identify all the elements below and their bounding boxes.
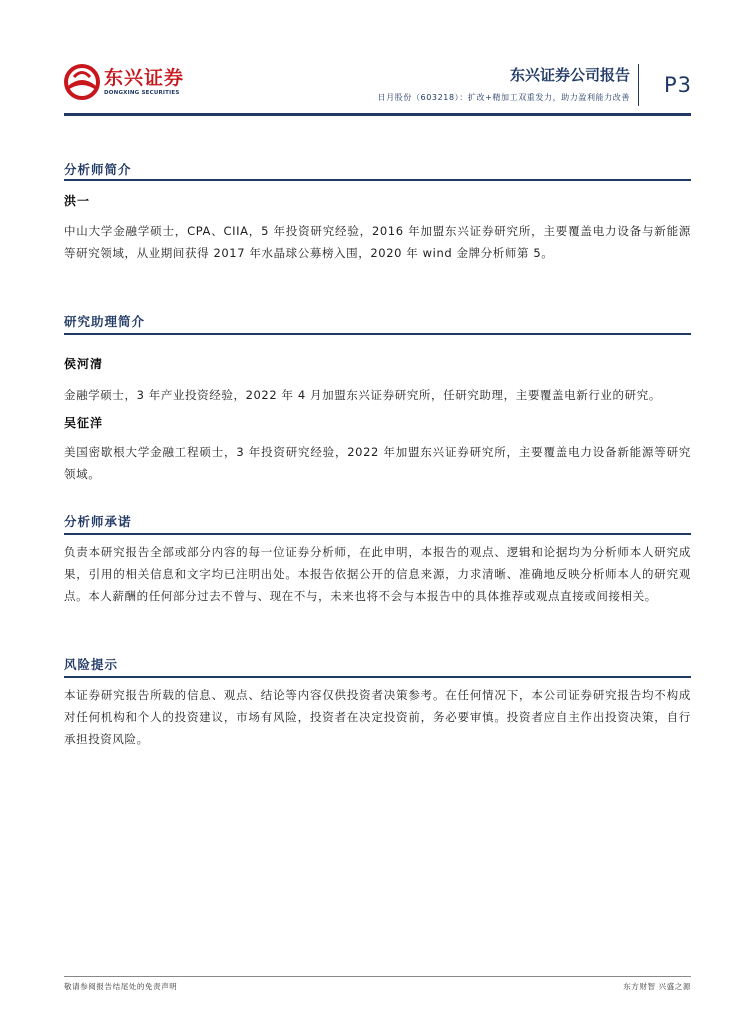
footer-slogan: 东方财智 兴盛之源 (623, 982, 691, 991)
assistant-name-2: 吴征洋 (64, 416, 104, 430)
logo-chinese-text: 东兴证券 (104, 67, 185, 89)
section-rule (64, 333, 691, 335)
section-rule (64, 179, 691, 181)
assistant-bio-2: 美国密歇根大学金融工程硕士，3 年投资研究经验，2022 年加盟东兴证券研究所，主要覆盖电力设备新能源等研究领域。 (64, 445, 691, 481)
company-logo (64, 64, 184, 100)
assistant-name-1: 侯河清 (64, 357, 104, 371)
section-rule (64, 533, 691, 535)
report-title: 东兴证券公司报告 (509, 66, 630, 84)
page-number: P3 (664, 73, 693, 97)
footer-rule (64, 976, 691, 977)
section-title-commitment: 分析师承诺 (64, 514, 132, 529)
section-title-analyst: 分析师简介 (64, 162, 132, 177)
assistant-bio-1: 金融学硕士，3 年产业投资经验，2022 年 4 月加盟东兴证券研究所，任研究助理，主要覆盖电新行业的研究。 (64, 388, 661, 402)
section-rule (64, 676, 691, 678)
commitment-text: 负责本研究报告全部或部分内容的每一位证券分析师，在此申明，本报告的观点、逻辑和论据均为分析师本人研究成果，引用的相关信息和文字均已注明出处。本报告依据公开的信息来源，力求清晰、准确地反映分析师本人的研究观点。本人薪酬的任何部分过去不曾与、现在不与，未来也将不会与本报告中的具体推荐或观点直接或间接相关。 (64, 545, 691, 603)
footer-disclaimer-note: 敬请参阅报告结尾处的免责声明 (64, 982, 178, 991)
section-title-risk: 风险提示 (64, 657, 119, 672)
header-divider (638, 64, 639, 106)
section-title-assistants: 研究助理简介 (64, 314, 146, 329)
dongxing-logo-icon (64, 64, 100, 100)
analyst-bio: 中山大学金融学硕士，CPA、CIIA，5 年投资研究经验，2016 年加盟东兴证券研究所，主要覆盖电力设备与新能源等研究领域，从业期间获得 2017 年水晶球公募榜入围，2020 年 wind 金牌分析师第 5。 (64, 224, 691, 260)
report-subtitle: 日月股份（603218）：扩改+精加工双重发力，助力盈利能力改善 (377, 93, 630, 102)
header-rule (64, 113, 691, 116)
risk-text: 本证券研究报告所载的信息、观点、结论等内容仅供投资者决策参考。在任何情况下，本公司证券研究报告均不构成对任何机构和个人的投资建议，市场有风险，投资者在决定投资前，务必要审慎。投资者应自主作出投资决策，自行承担投资风险。 (64, 688, 691, 746)
analyst-name: 洪一 (64, 194, 91, 208)
logo-english-text: DONGXING SECURITIES (104, 90, 180, 96)
